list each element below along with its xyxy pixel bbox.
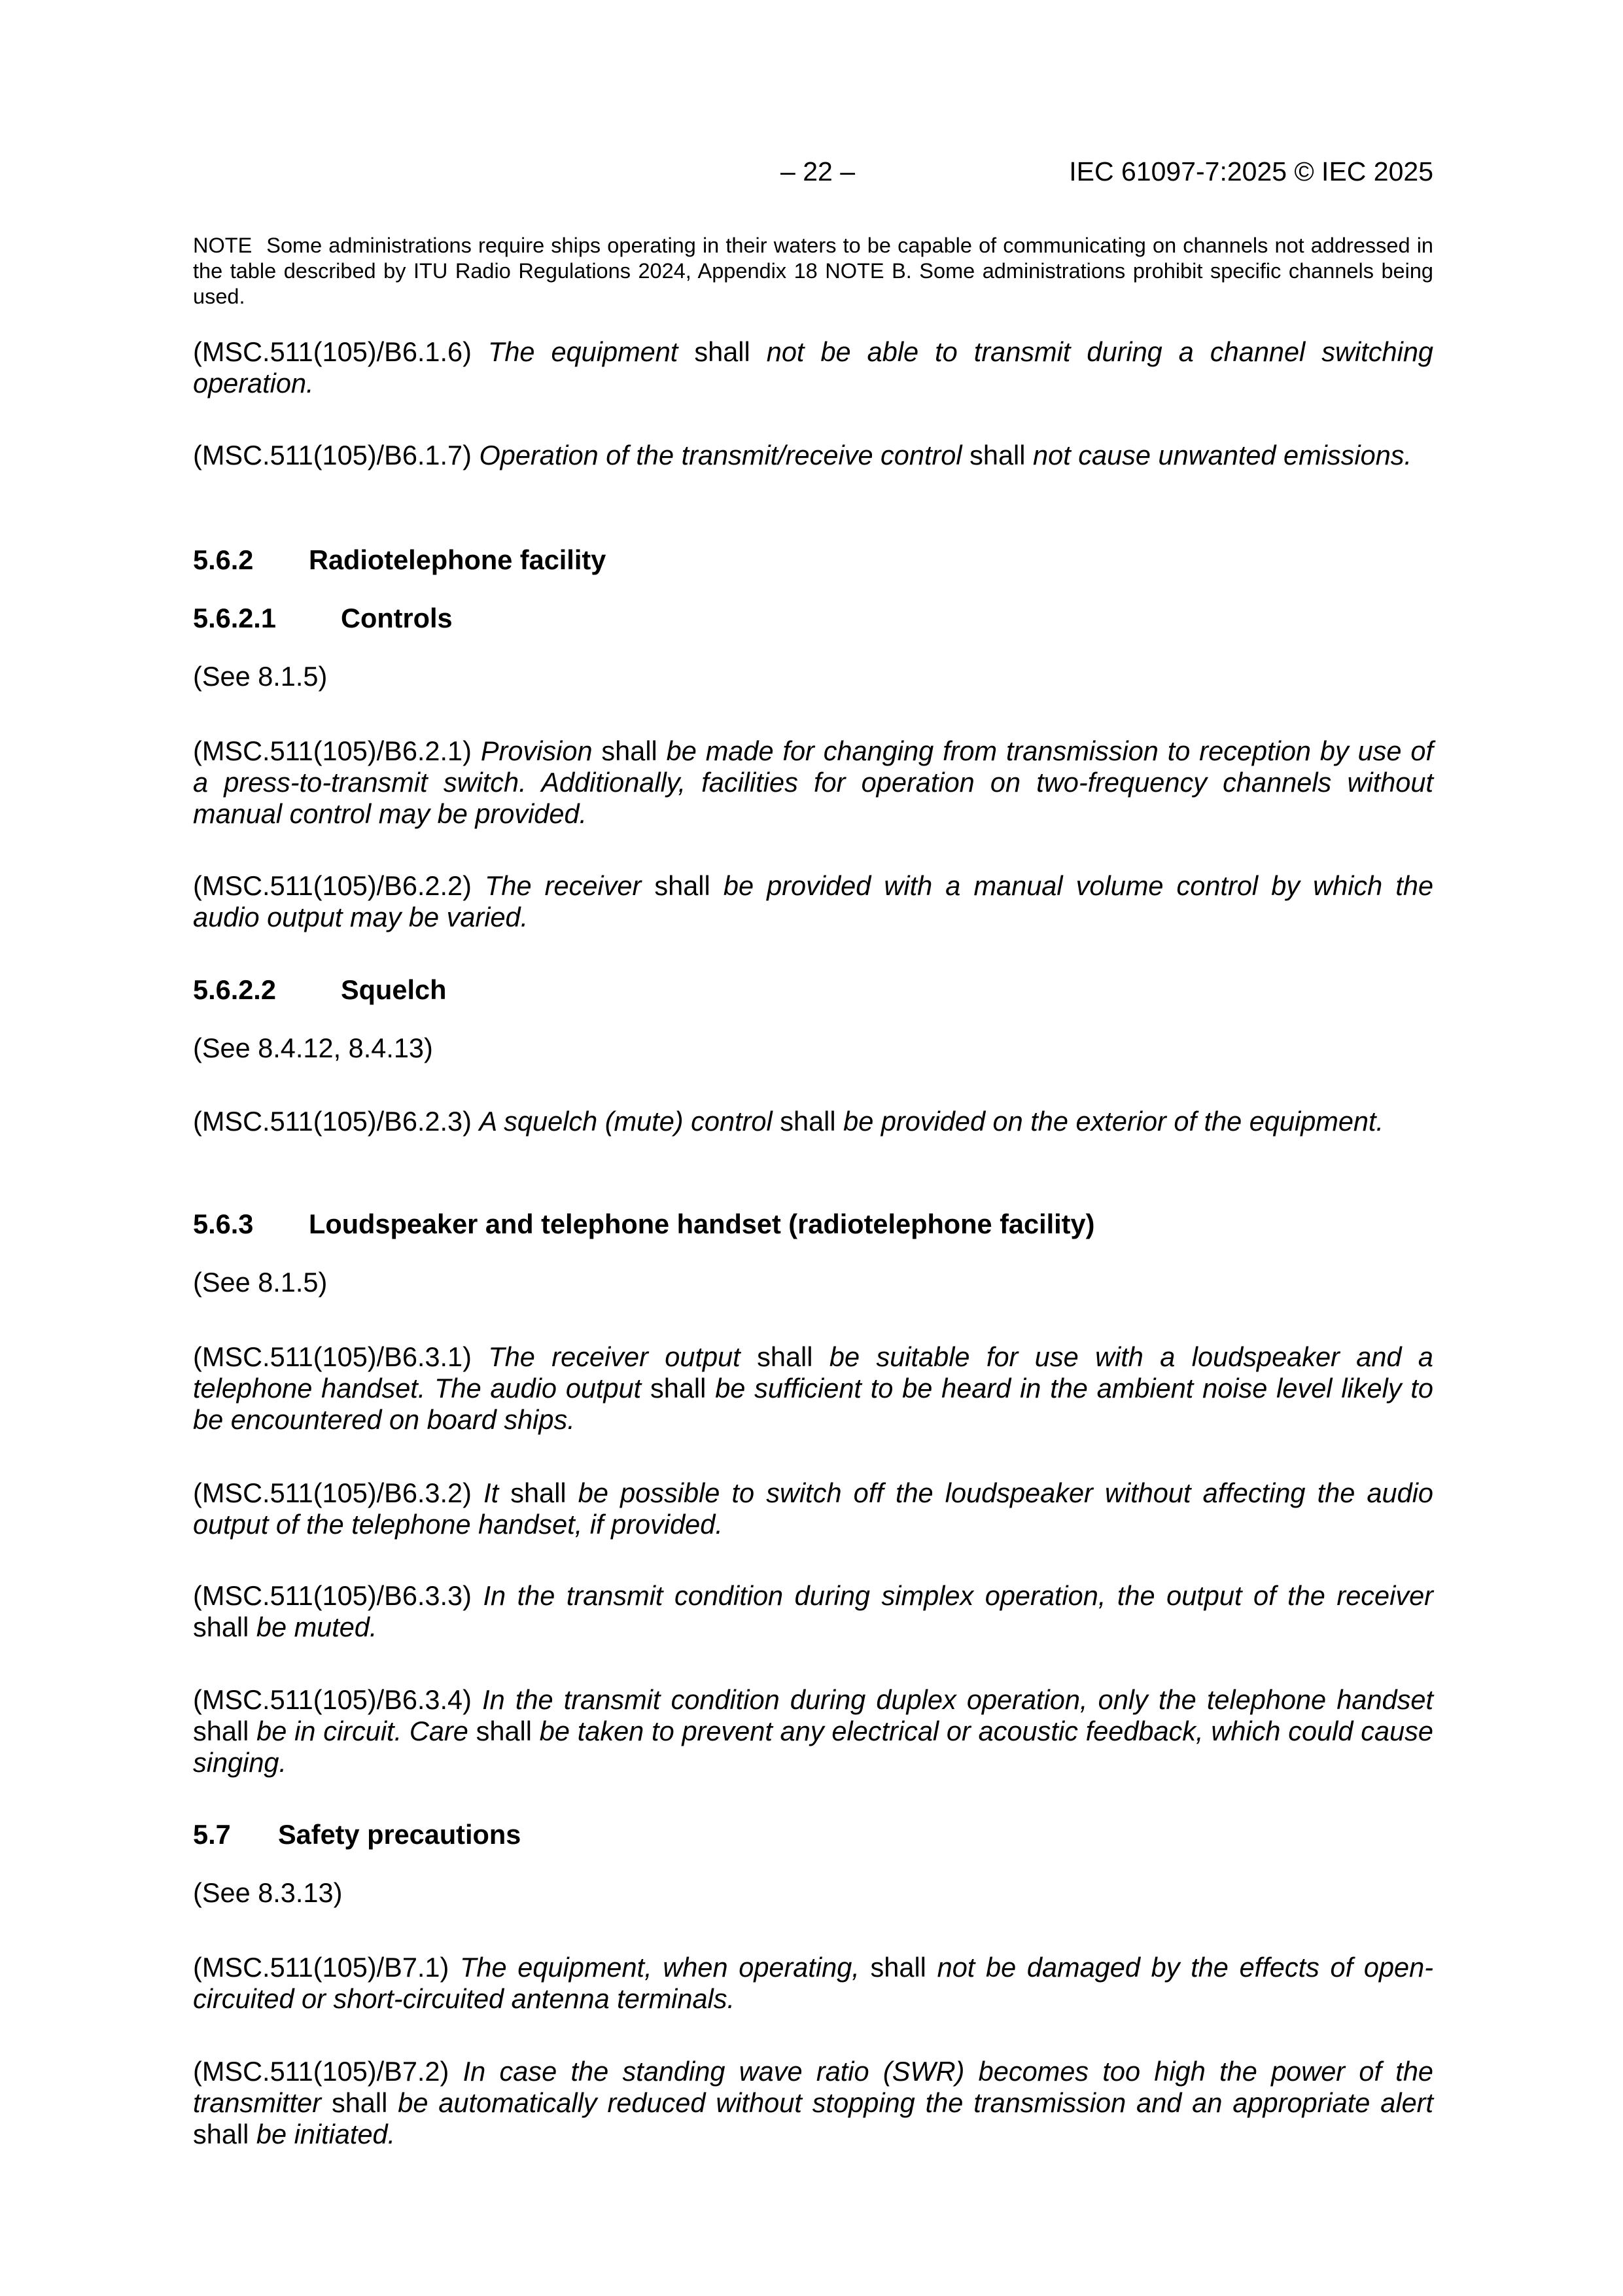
requirement-text: be sufficient to be heard in the ambient noise level likely to be encountered on board ships. xyxy=(193,1373,1433,1435)
requirement-b6-3-3 xyxy=(193,1580,1433,1643)
requirement-shall: shall xyxy=(601,735,657,766)
heading-number: 5.6.2.2 xyxy=(193,974,276,1005)
note xyxy=(193,233,1433,309)
requirement-subject: The equipment xyxy=(487,336,678,367)
requirement-shall: shall xyxy=(510,1477,567,1508)
requirement-subject: A squelch (mute) control xyxy=(479,1106,773,1137)
requirement-subject: In the transmit condition during duplex operation, only the telephone handset xyxy=(482,1684,1433,1715)
requirement-shall: shall xyxy=(694,336,750,367)
requirement-shall: shall xyxy=(476,1716,532,1746)
heading-number: 5.6.2.1 xyxy=(193,603,276,633)
requirement-ref: (MSC.511(105)/B6.1.7) xyxy=(193,440,472,470)
requirement-text: be initiated. xyxy=(256,2119,396,2149)
requirement-b7-1 xyxy=(193,1952,1433,2015)
see-reference: (See 8.4.12, 8.4.13) xyxy=(193,1033,433,1063)
requirement-ref: (MSC.511(105)/B7.1) xyxy=(193,1952,449,1983)
requirement-b6-2-3 xyxy=(193,1106,1433,1137)
heading-title: Loudspeaker and telephone handset (radiotelephone facility) xyxy=(309,1209,1095,1239)
requirement-shall: shall xyxy=(654,870,710,901)
heading-5-7 xyxy=(193,1819,1433,1850)
requirement-shall: shall xyxy=(193,1612,249,1642)
see-reference: (See 8.3.13) xyxy=(193,1877,343,1908)
page-number: – 22 – xyxy=(780,156,855,186)
see-reference: (See 8.1.5) xyxy=(193,1267,328,1298)
requirement-subject: In the transmit condition during simplex operation, the output of the receiver xyxy=(483,1580,1434,1611)
requirement-b6-3-2 xyxy=(193,1477,1433,1540)
requirement-b6-2-2 xyxy=(193,870,1433,933)
heading-5-6-2-2 xyxy=(193,974,1433,1006)
requirement-ref: (MSC.511(105)/B6.2.3) xyxy=(193,1106,472,1137)
heading-title: Squelch xyxy=(341,974,447,1005)
requirement-ref: (MSC.511(105)/B6.3.1) xyxy=(193,1341,472,1372)
requirement-ref: (MSC.511(105)/B6.1.6) xyxy=(193,336,472,367)
requirement-subject: In case the standing wave ratio (SWR) becomes too high the power of the transmitter xyxy=(193,2056,1433,2118)
heading-title: Controls xyxy=(341,603,453,633)
requirement-shall: shall xyxy=(969,440,1026,470)
requirement-text: not be able to transmit during a channel switching operation. xyxy=(193,336,1433,398)
requirement-shall: shall xyxy=(650,1373,707,1404)
requirement-shall: shall xyxy=(193,2119,249,2149)
requirement-subject: It xyxy=(483,1477,499,1508)
requirement-b6-2-1 xyxy=(193,735,1433,830)
requirement-text: be made for changing from transmission to reception by use of a press-to-transmit switch. Additionally, facilities for operation on two-frequency channels without manual control may be provided. xyxy=(193,735,1433,829)
requirement-text: be muted. xyxy=(256,1612,377,1642)
note-text: Some administrations require ships operating in their waters to be capable of communicating on channels not addressed in the table described by ITU Radio Regulations 2024, Appendix 18 NOTE B. Some administrations prohibit specific channels being used. xyxy=(193,234,1433,308)
requirement-text: be suitable for use with a loudspeaker and a telephone handset. The audio output xyxy=(193,1341,1434,1404)
requirement-ref: (MSC.511(105)/B7.2) xyxy=(193,2056,449,2087)
requirement-subject: The equipment, when operating, xyxy=(460,1952,860,1983)
requirement-text: be in circuit. Care xyxy=(256,1716,468,1746)
requirement-subject: The receiver xyxy=(485,870,642,901)
requirement-ref: (MSC.511(105)/B6.3.3) xyxy=(193,1580,472,1611)
heading-5-6-2-1 xyxy=(193,603,1433,634)
requirement-shall: shall xyxy=(757,1341,813,1372)
document-identifier: IEC 61097-7:2025 © IEC 2025 xyxy=(1069,156,1433,186)
heading-number: 5.6.3 xyxy=(193,1209,254,1239)
requirement-b6-1-7 xyxy=(193,440,1433,471)
heading-title: Radiotelephone facility xyxy=(309,544,606,575)
requirement-b7-2 xyxy=(193,2056,1433,2150)
heading-number: 5.6.2 xyxy=(193,544,254,575)
requirement-text: not be damaged by the effects of open-circuited or short-circuited antenna terminals. xyxy=(193,1952,1434,2014)
requirement-text: be possible to switch off the loudspeaker without affecting the audio output of the telephone handset, if provided. xyxy=(193,1477,1434,1540)
requirement-b6-3-1 xyxy=(193,1341,1433,1436)
requirement-shall: shall xyxy=(193,1716,249,1746)
requirement-shall: shall xyxy=(331,2087,388,2118)
requirement-text: be automatically reduced without stopping the transmission and an appropriate alert xyxy=(398,2087,1433,2118)
requirement-b6-3-4 xyxy=(193,1684,1433,1778)
heading-5-6-3 xyxy=(193,1209,1433,1240)
requirement-shall: shall xyxy=(780,1106,836,1137)
see-reference: (See 8.1.5) xyxy=(193,661,328,692)
requirement-subject: The receiver output xyxy=(488,1341,741,1372)
requirement-text: be taken to prevent any electrical or acoustic feedback, which could cause singing. xyxy=(193,1716,1434,1778)
requirement-ref: (MSC.511(105)/B6.2.1) xyxy=(193,735,472,766)
requirement-b6-1-6 xyxy=(193,336,1433,399)
heading-5-6-2 xyxy=(193,544,1433,576)
requirement-text: be provided on the exterior of the equipment. xyxy=(843,1106,1384,1137)
requirement-subject: Provision xyxy=(480,735,593,766)
requirement-text: not cause unwanted emissions. xyxy=(1033,440,1412,470)
requirement-ref: (MSC.511(105)/B6.2.2) xyxy=(193,870,472,901)
requirement-shall: shall xyxy=(870,1952,926,1983)
heading-number: 5.7 xyxy=(193,1819,231,1850)
requirement-ref: (MSC.511(105)/B6.3.2) xyxy=(193,1477,472,1508)
note-label: NOTE xyxy=(193,234,253,257)
requirement-text: be provided with a manual volume control by which the audio output may be varied. xyxy=(193,870,1434,932)
requirement-ref: (MSC.511(105)/B6.3.4) xyxy=(193,1684,472,1715)
heading-title: Safety precautions xyxy=(278,1819,521,1850)
requirement-subject: Operation of the transmit/receive control xyxy=(479,440,962,470)
